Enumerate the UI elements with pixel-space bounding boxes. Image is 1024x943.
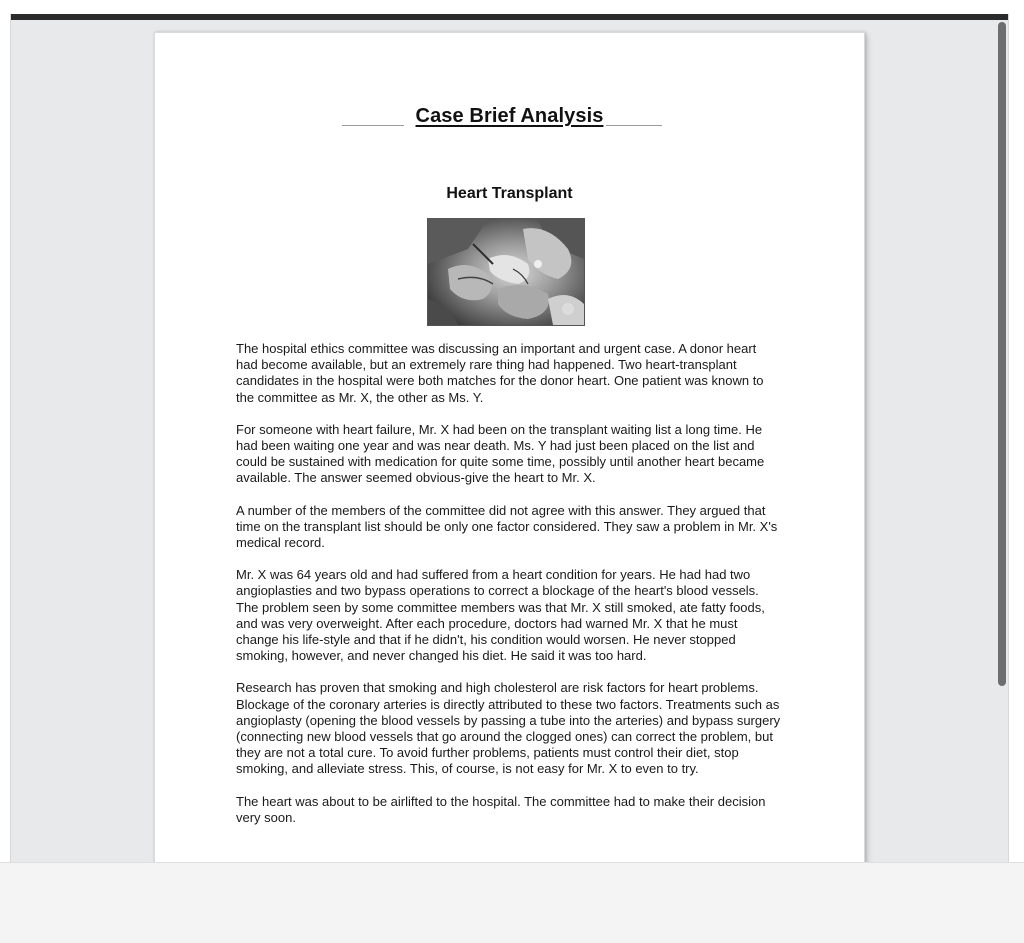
vertical-scrollbar[interactable] <box>996 20 1008 862</box>
paragraph: The hospital ethics committee was discussing an important and urgent case. A donor heart had become available, but an extremely rare thing had happened. Two heart-transplant candidates in the hospital were both matches for the donor heart. One patient was known to the committee as Mr. X, the other as Ms. Y. <box>236 341 764 405</box>
document-title: Case Brief Analysis <box>415 105 604 127</box>
surgery-photo <box>427 218 585 326</box>
paragraph: For someone with heart failure, Mr. X had been on the transplant waiting list a long time. He had been waiting one year and was near death. Ms. Y had just been placed on the list and could be sustained with medication for quite some time, possibly until another heart became available. The answer seemed obvious-give the heart to Mr. X. <box>236 421 765 486</box>
scrollbar-thumb[interactable] <box>998 22 1006 686</box>
viewer-top-bar <box>11 14 1008 20</box>
document-viewer <box>10 14 1009 862</box>
paragraph: A number of the members of the committee did not agree with this answer. They argued that time on the transplant list should be only one factor considered. They saw a problem in Mr. X's medical record. <box>236 502 778 551</box>
document-page <box>154 32 865 862</box>
paragraph: Mr. X was 64 years old and had suffered from a heart condition for years. He had had two angioplasties and two bypass operations to correct a blockage of the heart's blood vessels. The problem seen by some committee members was that Mr. X still smoked, ate fatty foods, and was very overweight. After each procedure, doctors had warned Mr. X that he must change his life-style and that if he didn't, his condition would worsen. He never stopped smoking, however, and never changed his diet. He said it was too hard. <box>236 567 765 664</box>
surgery-photo-image <box>428 219 584 325</box>
paragraph: Research has proven that smoking and high cholesterol are risk factors for heart problems. Blockage of the coronary arteries is directly attributed to these two factors. Treatments such as angioplasty (opening the blood vessels by passing a tube into the arteries) and bypass surgery (connecting new blood vessels that go around the clogged ones) can correct the problem, but they are not a total cure. To avoid further problems, patients must control their diet, stop smoking, and alleviate stress. This, of course, is not easy for Mr. X to even to try. <box>236 680 781 777</box>
paragraph: The heart was about to be airlifted to the hospital. The committee had to make their decision very soon. <box>236 793 766 825</box>
bottom-panel <box>0 862 1024 943</box>
document-subtitle: Heart Transplant <box>446 185 573 202</box>
document-body <box>236 341 781 842</box>
